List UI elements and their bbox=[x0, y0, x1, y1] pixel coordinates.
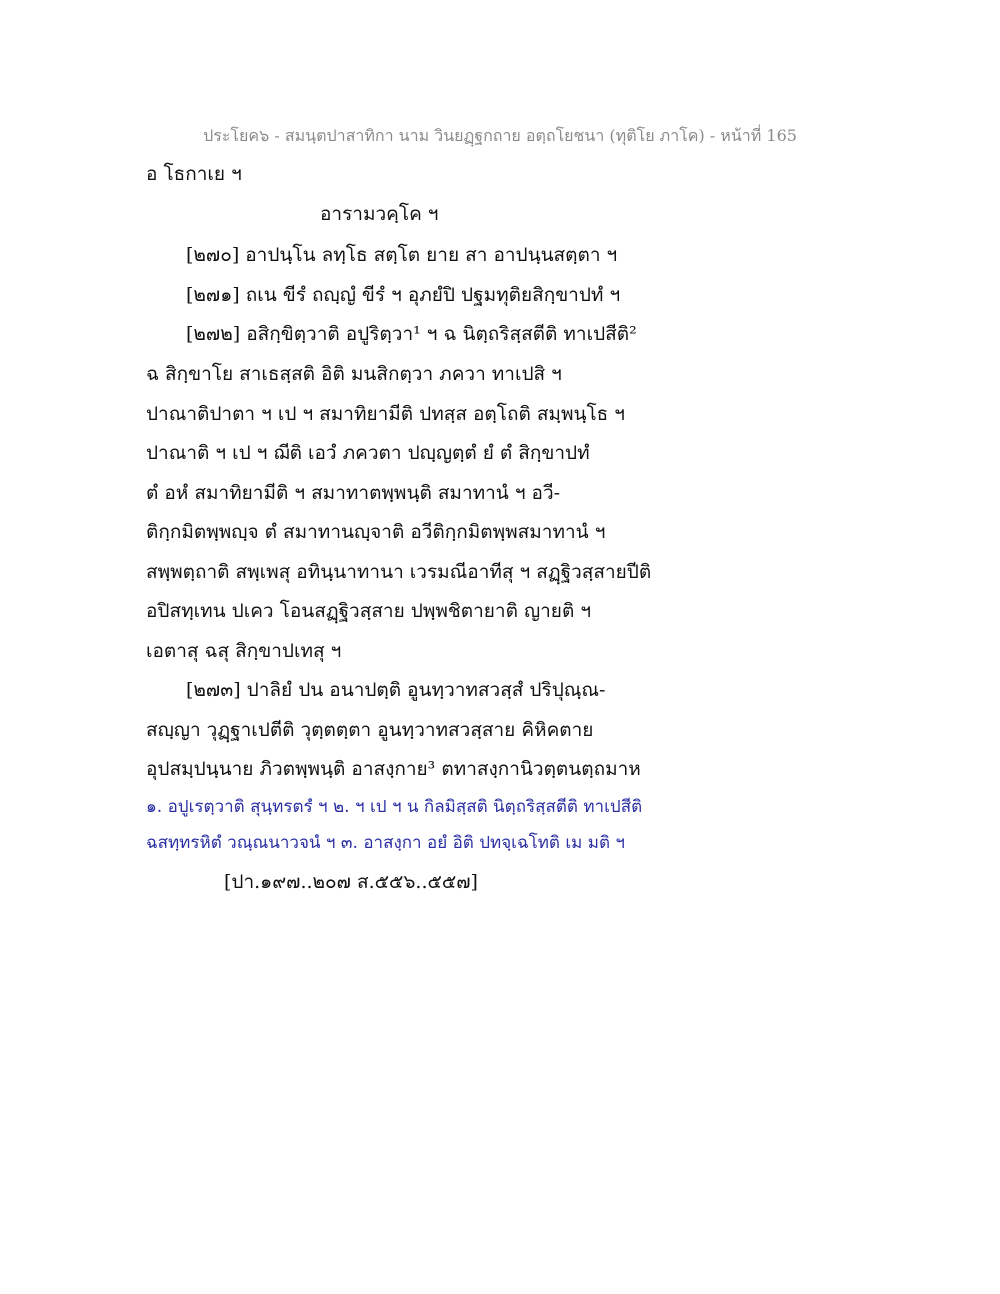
text-line: ติกฺกมิตพฺพญฺจ ตํ สมาทานญฺจาติ อวีติกฺกมิตพฺพสมาทานํ ฯ bbox=[146, 521, 606, 543]
text-line: อปิสทฺเทน ปเคว โอนสฏฺฐิวสฺสาย ปพฺพชิตายาติ ญายติ ฯ bbox=[146, 600, 591, 622]
text-line: อุปสมฺปนฺนาย ภิวตพฺพนฺติ อาสงฺกาย³ ตทาสงฺกานิวตฺตนตฺถมาห bbox=[146, 758, 641, 780]
footnote-line: ฉสทฺทรหิตํ วณฺณนาวจนํ ฯ ๓. อาสงฺกา อยํ อิติ ปทจฺเฉโทติ เม มติ ฯ bbox=[146, 833, 625, 853]
page-header: ประโยค๖ - สมนฺตปาสาทิกา นาม วินยฏฺฐกถาย อตฺถโยชนา (ทุติโย ภาโค) - หน้าที่ 165 bbox=[203, 126, 797, 145]
text-line: [๒๗๐] อาปนฺโน ลทฺโธ สตฺโต ยาย สา อาปนฺนสตฺตา ฯ bbox=[186, 244, 618, 266]
text-line: เอตาสุ ฉสุ สิกฺขาปเทสุ ฯ bbox=[146, 640, 342, 662]
text-line: ฉ สิกฺขาโย สาเธสฺสติ อิติ มนสิกตฺวา ภควา ทาเปสิ ฯ bbox=[146, 363, 562, 385]
text-line: ปาณาติปาตา ฯ เป ฯ สมาทิยามีติ ปทสฺส อตฺโถติ สมฺพนฺโธ ฯ bbox=[146, 403, 625, 425]
page-reference: [ปา.๑๙๗..๒๐๗ ส.๕๕๖..๕๕๗] bbox=[224, 871, 478, 893]
text-line: สพฺพตฺถาติ สพฺเพสุ อทินฺนาทานา เวรมณีอาทีสุ ฯ สฏฺฐิวสฺสายปีติ bbox=[146, 561, 652, 583]
footnote-line: ๑. อปูเรตฺวาติ สุนฺทรตรํ ฯ ๒. ฯ เป ฯ น กิลมิสฺสติ นิตฺถริสฺสตีติ ทาเปสีติ bbox=[146, 797, 643, 817]
text-line: [๒๗๑] ถเน ขีรํ ถญฺญํ ขีรํ ฯ อุภยํปิ ปฐมทุติยสิกฺขาปทํ ฯ bbox=[186, 284, 621, 306]
text-line: [๒๗๓] ปาลิยํ ปน อนาปตฺติ อูนทฺวาทสวสฺสํ ปริปุณฺณ- bbox=[186, 679, 606, 701]
text-line: สญฺญา วุฏฺฐาเปตีติ วุตฺตตฺตา อูนทฺวาทสวสฺสาย คิหิคตาย bbox=[146, 719, 594, 741]
text-line: อ โธกาเย ฯ bbox=[146, 163, 242, 185]
text-line: [๒๗๒] อสิกฺขิตฺวาติ อปูริตฺวา¹ ฯ ฉ นิตฺถริสฺสตีติ ทาเปสีติ² bbox=[186, 323, 637, 345]
text-line: ตํ อหํ สมาทิยามีติ ฯ สมาทาตพฺพนฺติ สมาทานํ ฯ อวี- bbox=[146, 482, 561, 504]
text-line: ปาณาติ ฯ เป ฯ ฌีติ เอวํ ภควตา ปญฺญตฺตํ ยํ ตํ สิกฺขาปทํ bbox=[146, 442, 590, 464]
section-heading: อารามวคฺโค ฯ bbox=[320, 203, 439, 225]
